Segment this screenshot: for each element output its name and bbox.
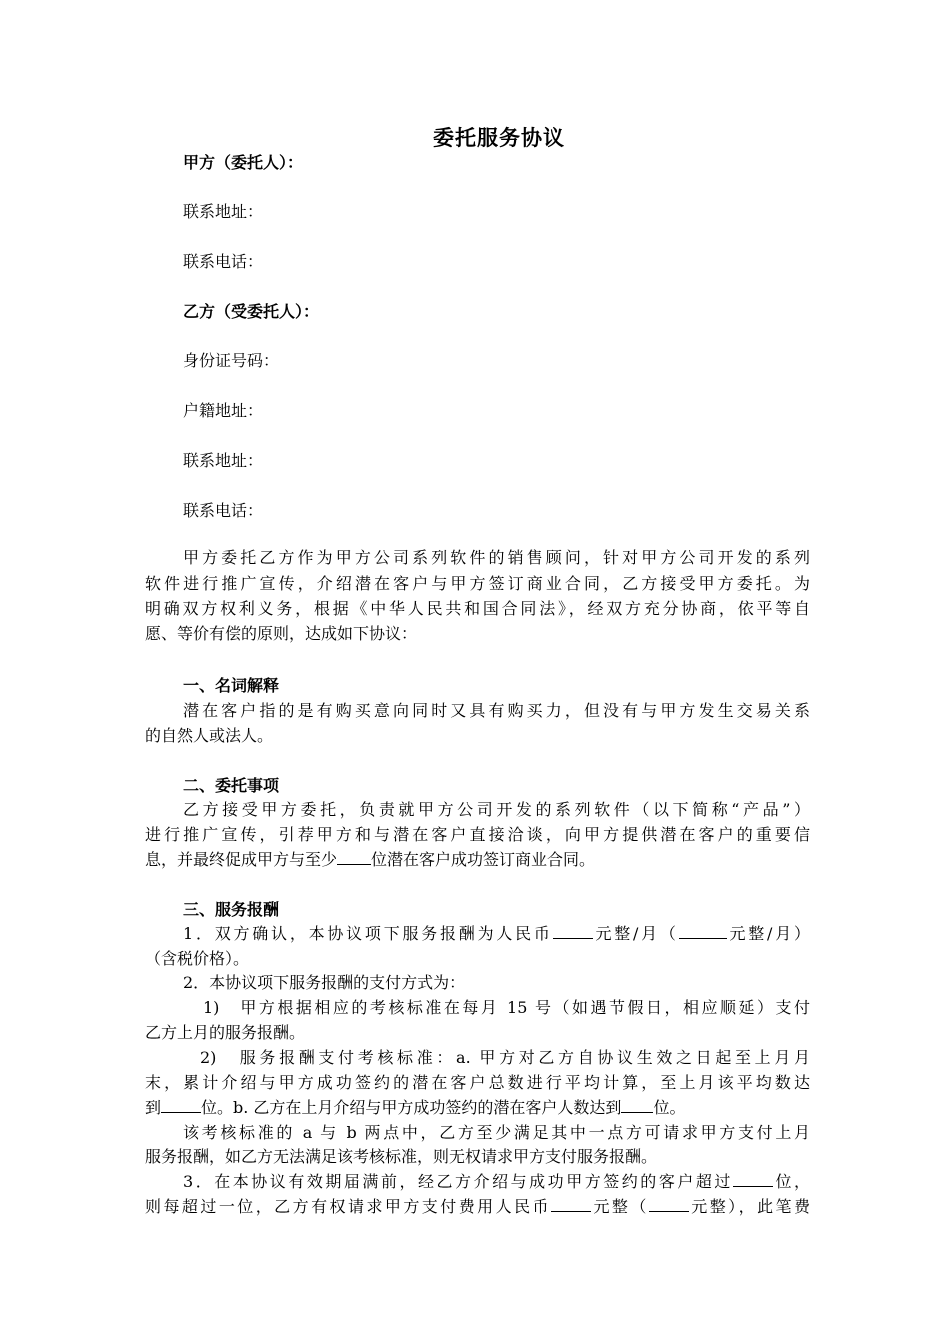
section-heading: 一、名词解释 [183,676,280,695]
blank-underline [553,922,593,939]
intro-line: 愿、等价有偿的原则，达成如下协议： [145,624,418,643]
section-line: 进行推广宣传，引荐甲方和与潜在客户直接洽谈，向甲方提供潜在客户的重要信 [145,825,810,844]
list-item-line: 2) 服务报酬支付考核标准：a. 甲方对乙方自协议生效之日起至上月月 [200,1048,810,1067]
section-heading: 二、委托事项 [183,776,280,795]
section-line: 则每超过一位，乙方有权请求甲方支付费用人民币 元整（ 元整），此笔费 [145,1197,810,1216]
section-heading: 三、服务报酬 [183,900,280,919]
section-line: 潜在客户指的是有购买意向同时又具有购买力，但没有与甲方发生交易关系 [183,701,810,720]
document-title: 委托服务协议 [433,126,565,150]
intro-line: 明确双方权利义务，根据《中华人民共和国合同法》，经双方充分协商，依平等自 [145,599,810,618]
blank-underline [679,922,727,939]
party-a-phone-field: 联系电话： [183,252,264,271]
party-b-id-field: 身份证号码： [183,351,280,370]
blank-underline [621,1096,653,1113]
party-b-household-address-field: 户籍地址： [183,401,264,420]
intro-line: 甲方委托乙方作为甲方公司系列软件的销售顾问，针对甲方公司开发的系列 [183,548,810,567]
intro-line: 软件进行推广宣传，介绍潜在客户与甲方签订商业合同，乙方接受甲方委托。为 [145,574,810,593]
section-line: 3．在本协议有效期届满前，经乙方介绍与成功甲方签约的客户超过 位， [183,1172,810,1191]
blank-underline [337,848,371,865]
section-line: 的自然人或法人。 [145,726,274,745]
list-item-line: 1) 甲方根据相应的考核标准在每月 15 号（如遇节假日，相应顺延）支付 [203,998,810,1017]
party-a-label: 甲方（委托人）： [183,153,304,172]
party-a-address-field: 联系地址： [183,202,264,221]
section-line: 2．本协议项下服务报酬的支付方式为： [183,973,466,992]
section-line: 乙方接受甲方委托，负责就甲方公司开发的系列软件（以下简称“产品”） [183,800,810,819]
blank-underline [649,1195,689,1212]
list-item-line: 乙方上月的服务报酬。 [145,1023,306,1042]
list-item-line: 到 位。b. 乙方在上月介绍与甲方成功签约的潜在客户人数达到 位。 [145,1098,686,1117]
party-b-label: 乙方（受委托人）： [183,302,320,321]
party-b-phone-field: 联系电话： [183,501,264,520]
party-b-address-field: 联系地址： [183,451,264,470]
section-line: 1．双方确认，本协议项下服务报酬为人民币 元整/月（ 元整/月） [183,924,810,943]
blank-underline [551,1195,591,1212]
note-line: 服务报酬，如乙方无法满足该考核标准，则无权请求甲方支付服务报酬。 [145,1147,658,1166]
blank-underline [733,1170,773,1187]
note-line: 该考核标准的 a 与 b 两点中，乙方至少满足其中一点方可请求甲方支付上月 [183,1123,810,1142]
section-line: 息，并最终促成甲方与至少 位潜在客户成功签订商业合同。 [145,850,596,869]
blank-underline [161,1096,201,1113]
section-line: （含税价格）。 [145,949,250,968]
list-item-line: 末，累计介绍与甲方成功签约的潜在客户总数进行平均计算，至上月该平均数达 [145,1073,810,1092]
